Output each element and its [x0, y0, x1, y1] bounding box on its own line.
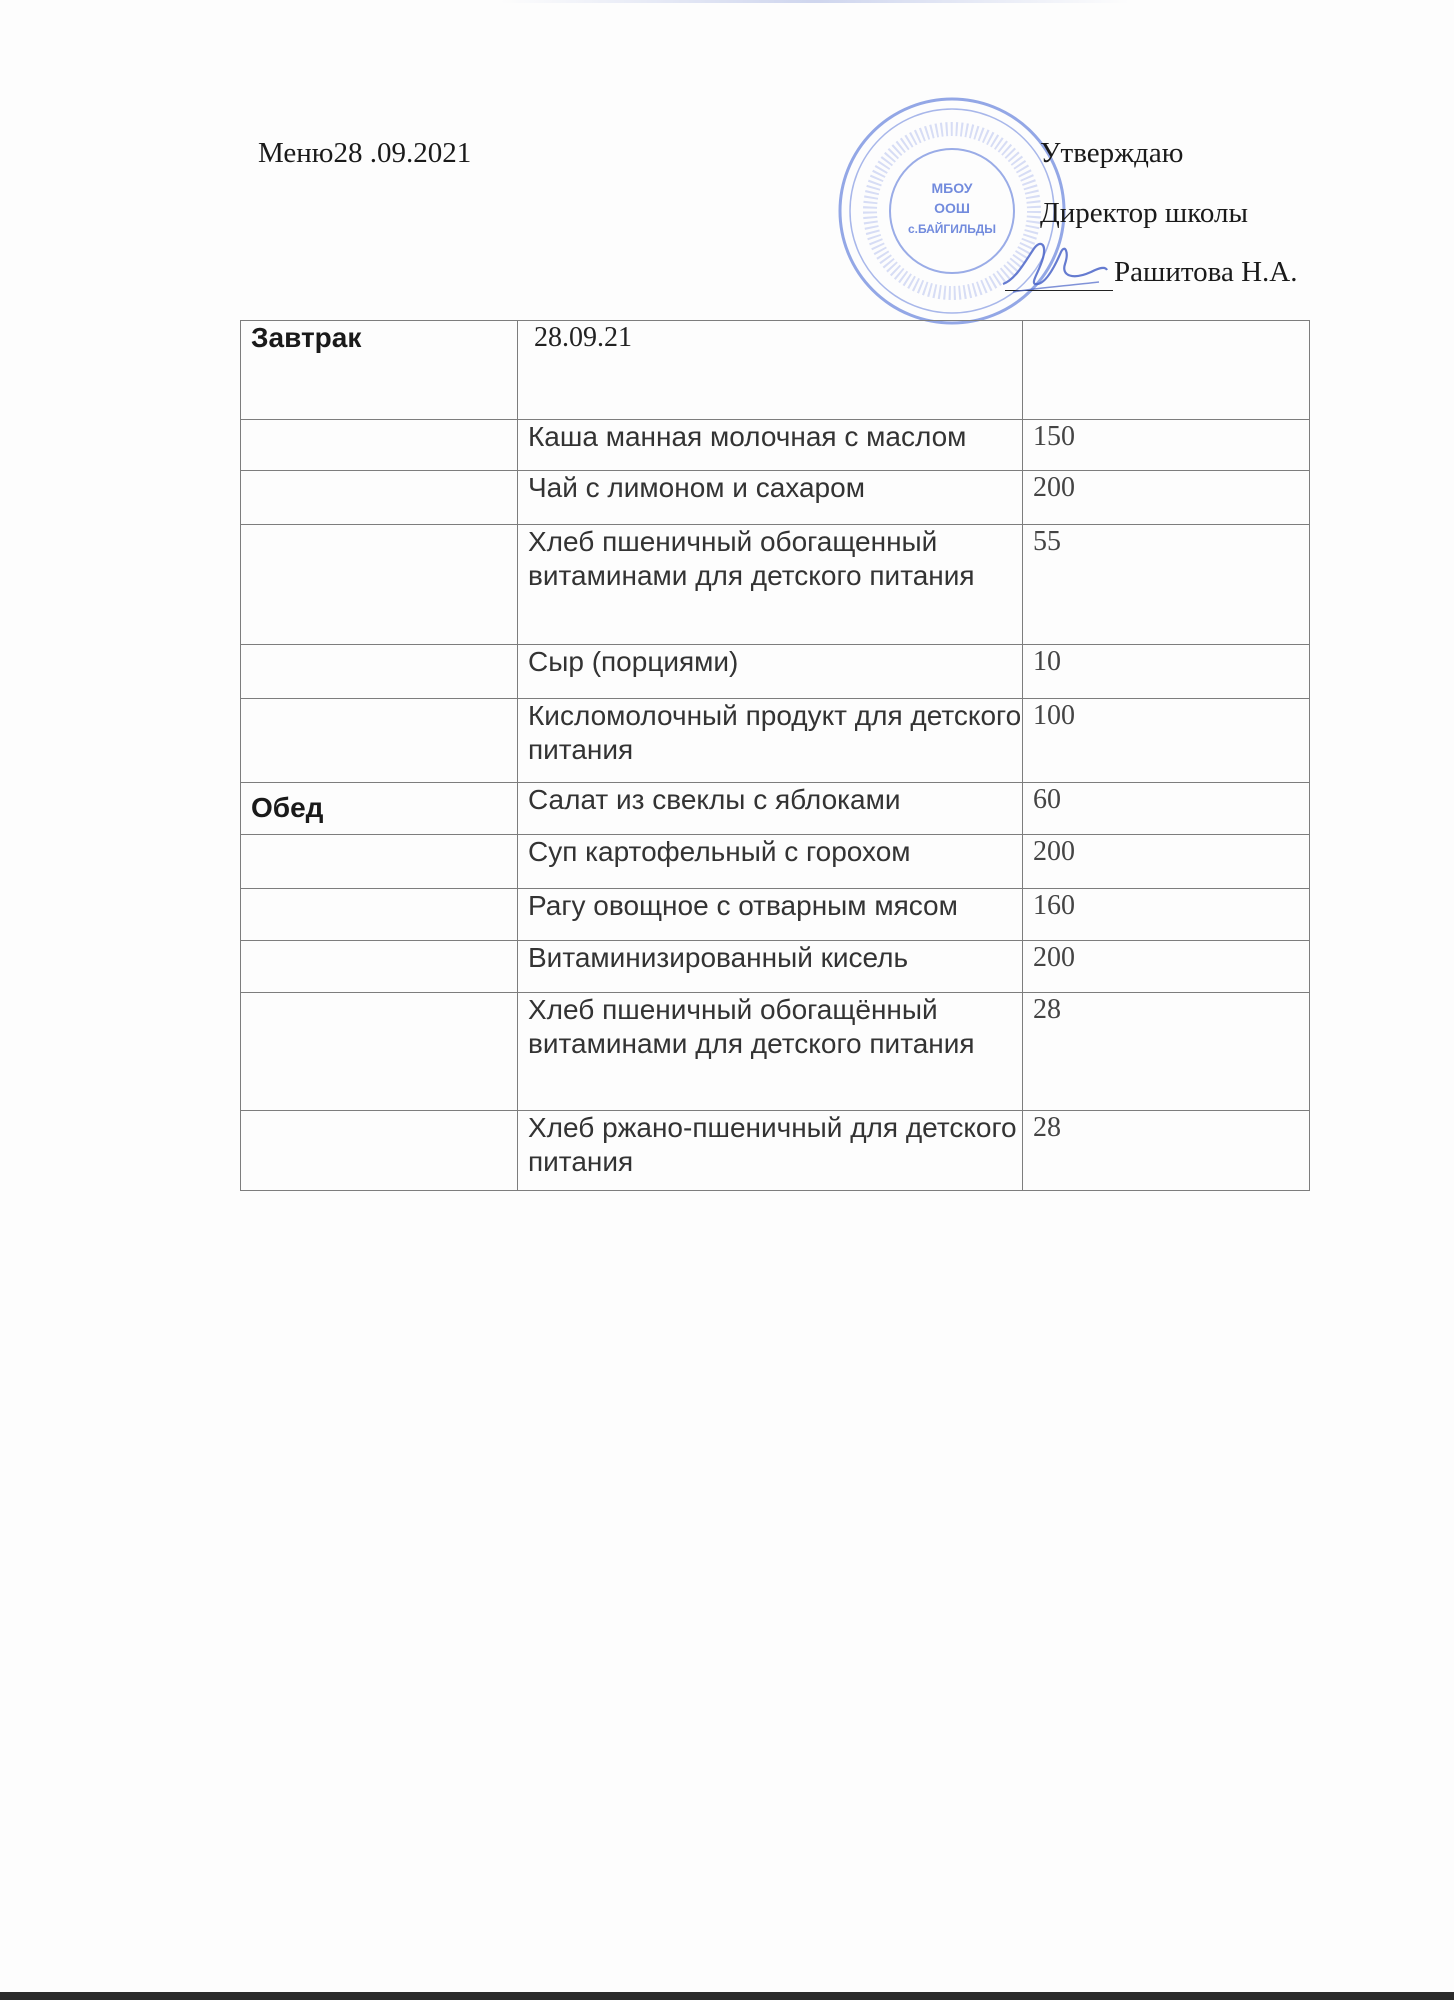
section-cell: [241, 699, 518, 783]
dish-cell: Суп картофельный с горохом: [518, 835, 1023, 889]
portion-cell: 160: [1023, 889, 1310, 941]
scan-bottom-edge: [0, 1992, 1454, 2000]
section-cell: [241, 471, 518, 525]
portion-cell: 200: [1023, 471, 1310, 525]
table-row: [241, 993, 1310, 1111]
approval-line-1: Утверждаю: [1040, 137, 1184, 169]
table-row: [241, 1111, 1310, 1191]
section-cell-breakfast: Завтрак: [241, 321, 518, 420]
table-row: [241, 889, 1310, 941]
table-row: [241, 525, 1310, 645]
section-cell: [241, 1111, 518, 1191]
section-cell: [241, 420, 518, 471]
section-cell-lunch: Обед: [241, 783, 518, 835]
scan-top-artifact: [500, 0, 1130, 3]
dish-cell: Рагу овощное с отварным мясом: [518, 889, 1023, 941]
table-row: [241, 645, 1310, 699]
portion-cell: 55: [1023, 525, 1310, 645]
dish-cell: Кисломолочный продукт для детского питания: [518, 699, 1023, 783]
section-cell: [241, 993, 518, 1111]
dish-cell: Хлеб ржано-пшеничный для детского питания: [518, 1111, 1023, 1191]
header-date-cell: 28.09.21: [518, 321, 1023, 420]
menu-table: [240, 320, 1310, 1191]
portion-cell: 10: [1023, 645, 1310, 699]
portion-cell: 28: [1023, 1111, 1310, 1191]
table-row: [241, 699, 1310, 783]
section-cell: [241, 941, 518, 993]
table-row: [241, 783, 1310, 835]
portion-cell: 200: [1023, 941, 1310, 993]
section-cell: [241, 889, 518, 941]
approval-line-2: Директор школы: [1040, 197, 1248, 229]
section-cell: [241, 645, 518, 699]
section-cell: [241, 835, 518, 889]
dish-cell: Сыр (порциями): [518, 645, 1023, 699]
dish-cell: Хлеб пшеничный обогащенный витаминами для детского питания: [518, 525, 1023, 645]
menu-title: Меню28 .09.2021: [258, 137, 472, 169]
dish-cell: Салат из свеклы с яблоками: [518, 783, 1023, 835]
dish-cell: Хлеб пшеничный обогащённый витаминами для детского питания: [518, 993, 1023, 1111]
table-row: [241, 420, 1310, 471]
portion-cell: 60: [1023, 783, 1310, 835]
stamp-line-3: с.БАЙГИЛЬДЫ: [907, 222, 997, 236]
portion-cell: 150: [1023, 420, 1310, 471]
table-row: [241, 471, 1310, 525]
stamp-line-2: ООШ: [934, 200, 970, 216]
dish-cell: Каша манная молочная с маслом: [518, 420, 1023, 471]
dish-cell: Витаминизированный кисель: [518, 941, 1023, 993]
handwritten-signature: [995, 222, 1110, 300]
dish-cell: Чай с лимоном и сахаром: [518, 471, 1023, 525]
director-name: Рашитова Н.А.: [1114, 256, 1298, 288]
stamp-line-1: МБОУ: [931, 180, 973, 196]
portion-cell: 28: [1023, 993, 1310, 1111]
portion-cell: 100: [1023, 699, 1310, 783]
section-cell: [241, 525, 518, 645]
table-row: [241, 941, 1310, 993]
table-header-row: [241, 321, 1310, 420]
header-value-cell: [1023, 321, 1310, 420]
portion-cell: 200: [1023, 835, 1310, 889]
table-row: [241, 835, 1310, 889]
